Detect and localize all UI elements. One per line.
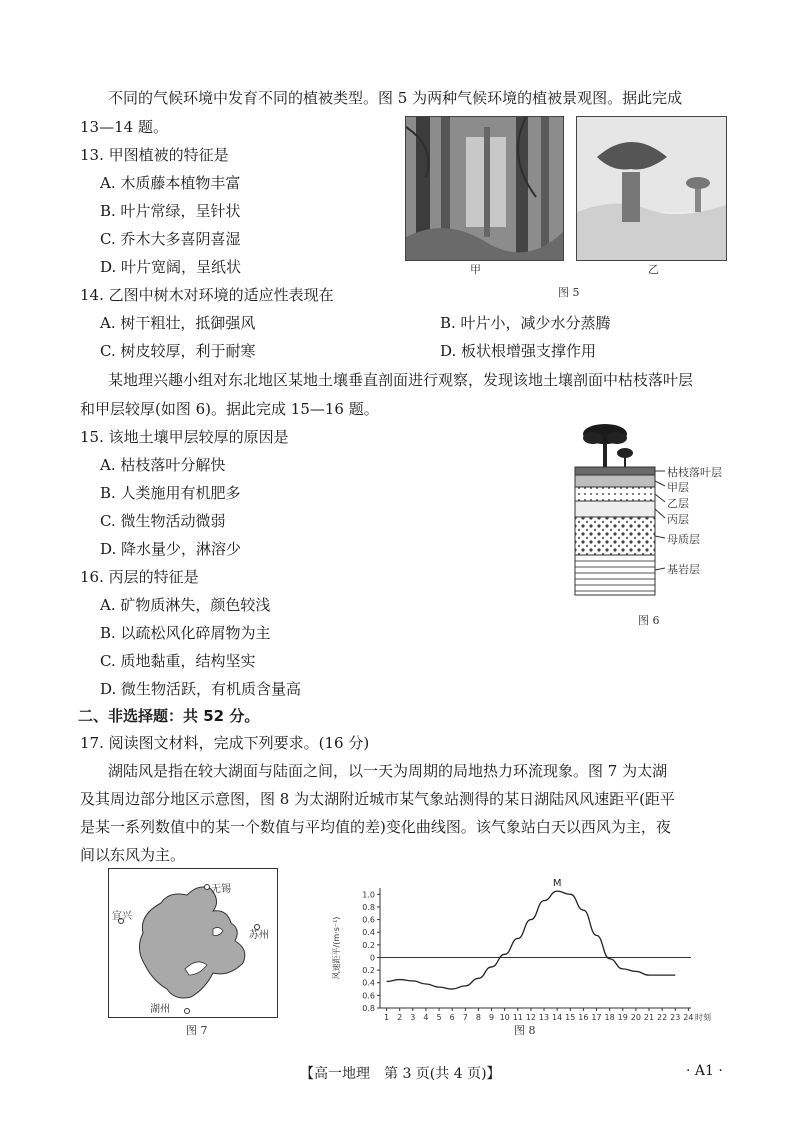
intro2-text-line-2: 和甲层较厚(如图 6)。据此完成 15—16 题。	[80, 400, 379, 418]
fig7-city-yixing: 宜兴	[112, 911, 132, 922]
y-tick-label: 0.2	[362, 966, 375, 976]
x-tick-label: 6	[449, 1013, 455, 1022]
section-2-heading: 二、非选择题：共 52 分。	[78, 707, 260, 725]
q17-text-line-1: 湖陆风是指在较大湖面与陆面之间，以一天为周期的局地热力环流现象。图 7 为太湖	[108, 762, 668, 780]
y-axis-label: 风速距平/(m·s⁻¹)	[332, 916, 341, 980]
x-tick-label: 24	[683, 1013, 694, 1022]
question-16-stem: 16. 丙层的特征是	[80, 568, 199, 586]
x-tick-label: 15	[565, 1013, 576, 1022]
question-15-stem: 15. 该地土壤甲层较厚的原因是	[80, 428, 289, 446]
fig5-label-jia: 甲	[470, 263, 481, 276]
x-tick-label: 22	[657, 1013, 668, 1022]
x-tick-label: 21	[643, 1013, 655, 1022]
x-tick-label: 13	[538, 1013, 550, 1022]
x-tick-label: 4	[423, 1013, 429, 1022]
intro-text-line-1: 不同的气候环境中发育不同的植被类型。图 5 为两种气候环境的植被景观图。据此完成	[108, 89, 683, 107]
fig6-caption: 图 6	[638, 614, 660, 627]
q14-option-b: B. 叶片小，减少水分蒸腾	[440, 314, 611, 332]
q15-option-a: A. 枯枝落叶分解快	[100, 456, 226, 474]
y-tick-label: 0.6	[362, 915, 375, 925]
q17-text-line-4: 间以东风为主。	[80, 846, 186, 864]
x-tick-label: 23	[670, 1013, 681, 1022]
q16-option-c: C. 质地黏重，结构坚实	[100, 652, 256, 670]
fig6-layer-yi: 乙层	[667, 497, 689, 510]
x-tick-label: 2	[397, 1013, 403, 1022]
q15-option-b: B. 人类施用有机肥多	[100, 484, 241, 502]
x-tick-label: 1	[384, 1013, 390, 1022]
fig6-layer-bedrock: 基岩层	[667, 563, 700, 576]
q13-option-d: D. 叶片宽阔，呈纸状	[100, 258, 242, 276]
x-tick-label: 18	[604, 1013, 615, 1022]
footer-paper-code: · A1 ·	[686, 1063, 723, 1079]
peak-label-m: M	[552, 878, 562, 890]
q16-option-d: D. 微生物活跃，有机质含量高	[100, 680, 302, 698]
fig7-city-suzhou: 苏州	[249, 930, 269, 941]
y-tick-label: 1.0	[362, 890, 375, 900]
series-line	[387, 891, 676, 989]
q14-option-c: C. 树皮较厚，利于耐寒	[100, 342, 256, 360]
y-tick-label: 0	[369, 953, 375, 963]
x-tick-label: 14	[552, 1013, 563, 1022]
x-tick-label: 19	[617, 1013, 628, 1022]
fig6-layer-bing: 丙层	[667, 513, 689, 526]
intro2-text-line-1: 某地理兴趣小组对东北地区某地土壤垂直剖面进行观察，发现该地土壤剖面中枯枝落叶层	[108, 371, 694, 389]
x-tick-label: 7	[462, 1013, 468, 1022]
x-tick-label: 3	[410, 1013, 416, 1022]
fig5-savanna-image	[576, 116, 727, 261]
fig8-caption: 图 8	[514, 1024, 536, 1037]
x-tick-label: 20	[630, 1013, 641, 1022]
question-14-stem: 14. 乙图中树木对环境的适应性表现在	[80, 286, 334, 304]
x-tick-label: 9	[488, 1013, 495, 1022]
x-tick-label: 16	[578, 1013, 589, 1022]
footer-page-info: 【高一地理 第 3 页(共 4 页)】	[300, 1066, 501, 1082]
fig8-wind-chart	[325, 868, 725, 1028]
fig5-label-yi: 乙	[648, 263, 659, 276]
y-tick-label: 0.6	[362, 991, 375, 1001]
q16-option-a: A. 矿物质淋失，颜色较浅	[100, 596, 271, 614]
fig8-chart-svg	[325, 868, 725, 1028]
q13-option-c: C. 乔木大多喜阴喜湿	[100, 230, 241, 248]
q15-option-c: C. 微生物活动微弱	[100, 512, 226, 530]
x-tick-label: 11	[512, 1013, 523, 1022]
fig6-layer-jia: 甲层	[667, 481, 689, 494]
q13-option-b: B. 叶片常绿，呈针状	[100, 202, 241, 220]
x-tick-label: 8	[475, 1013, 481, 1022]
fig6-layer-parent: 母质层	[667, 533, 700, 546]
y-tick-label: 0.4	[362, 978, 375, 988]
intro-text-line-2: 13—14 题。	[80, 118, 168, 136]
fig7-city-huzhou: 湖州	[150, 1004, 170, 1015]
fig5-forest-image	[405, 116, 564, 261]
question-17-stem: 17. 阅读图文材料，完成下列要求。(16 分)	[80, 734, 370, 752]
fig7-taihu-map	[108, 868, 278, 1018]
q14-option-d: D. 板状根增强支撑作用	[440, 342, 597, 360]
q13-option-a: A. 木质藤本植物丰富	[100, 174, 241, 192]
fig7-city-wuxi: 无锡	[211, 884, 231, 895]
q16-option-b: B. 以疏松风化碎屑物为主	[100, 624, 271, 642]
y-tick-label: 0.8	[362, 1004, 375, 1013]
x-tick-label: 5	[436, 1013, 442, 1022]
q14-option-a: A. 树干粗壮，抵御强风	[100, 314, 256, 332]
y-tick-label: 0.4	[362, 928, 375, 938]
x-tick-label: 12	[525, 1013, 537, 1022]
q17-text-line-2: 及其周边部分地区示意图，图 8 为太湖附近城市某气象站测得的某日湖陆风风速距平(距平	[80, 790, 675, 808]
fig6-layer-litter: 枯枝落叶层	[667, 466, 722, 479]
y-tick-label: 0.8	[362, 902, 375, 912]
x-tick-label: 10	[499, 1013, 510, 1022]
question-13-stem: 13. 甲图植被的特征是	[80, 146, 229, 164]
x-tick-label: 17	[591, 1013, 602, 1022]
fig6-soil-profile	[565, 420, 725, 615]
q17-text-line-3: 是某一系列数值中的某一个数值与平均值的差)变化曲线图。该气象站白天以西风为主，夜	[80, 818, 671, 836]
fig7-caption: 图 7	[186, 1024, 208, 1037]
x-axis-label: 时刻	[695, 1013, 711, 1022]
y-tick-label: 0.2	[362, 940, 375, 950]
q15-option-d: D. 降水量少，淋溶少	[100, 540, 242, 558]
fig5-caption: 图 5	[558, 286, 580, 299]
